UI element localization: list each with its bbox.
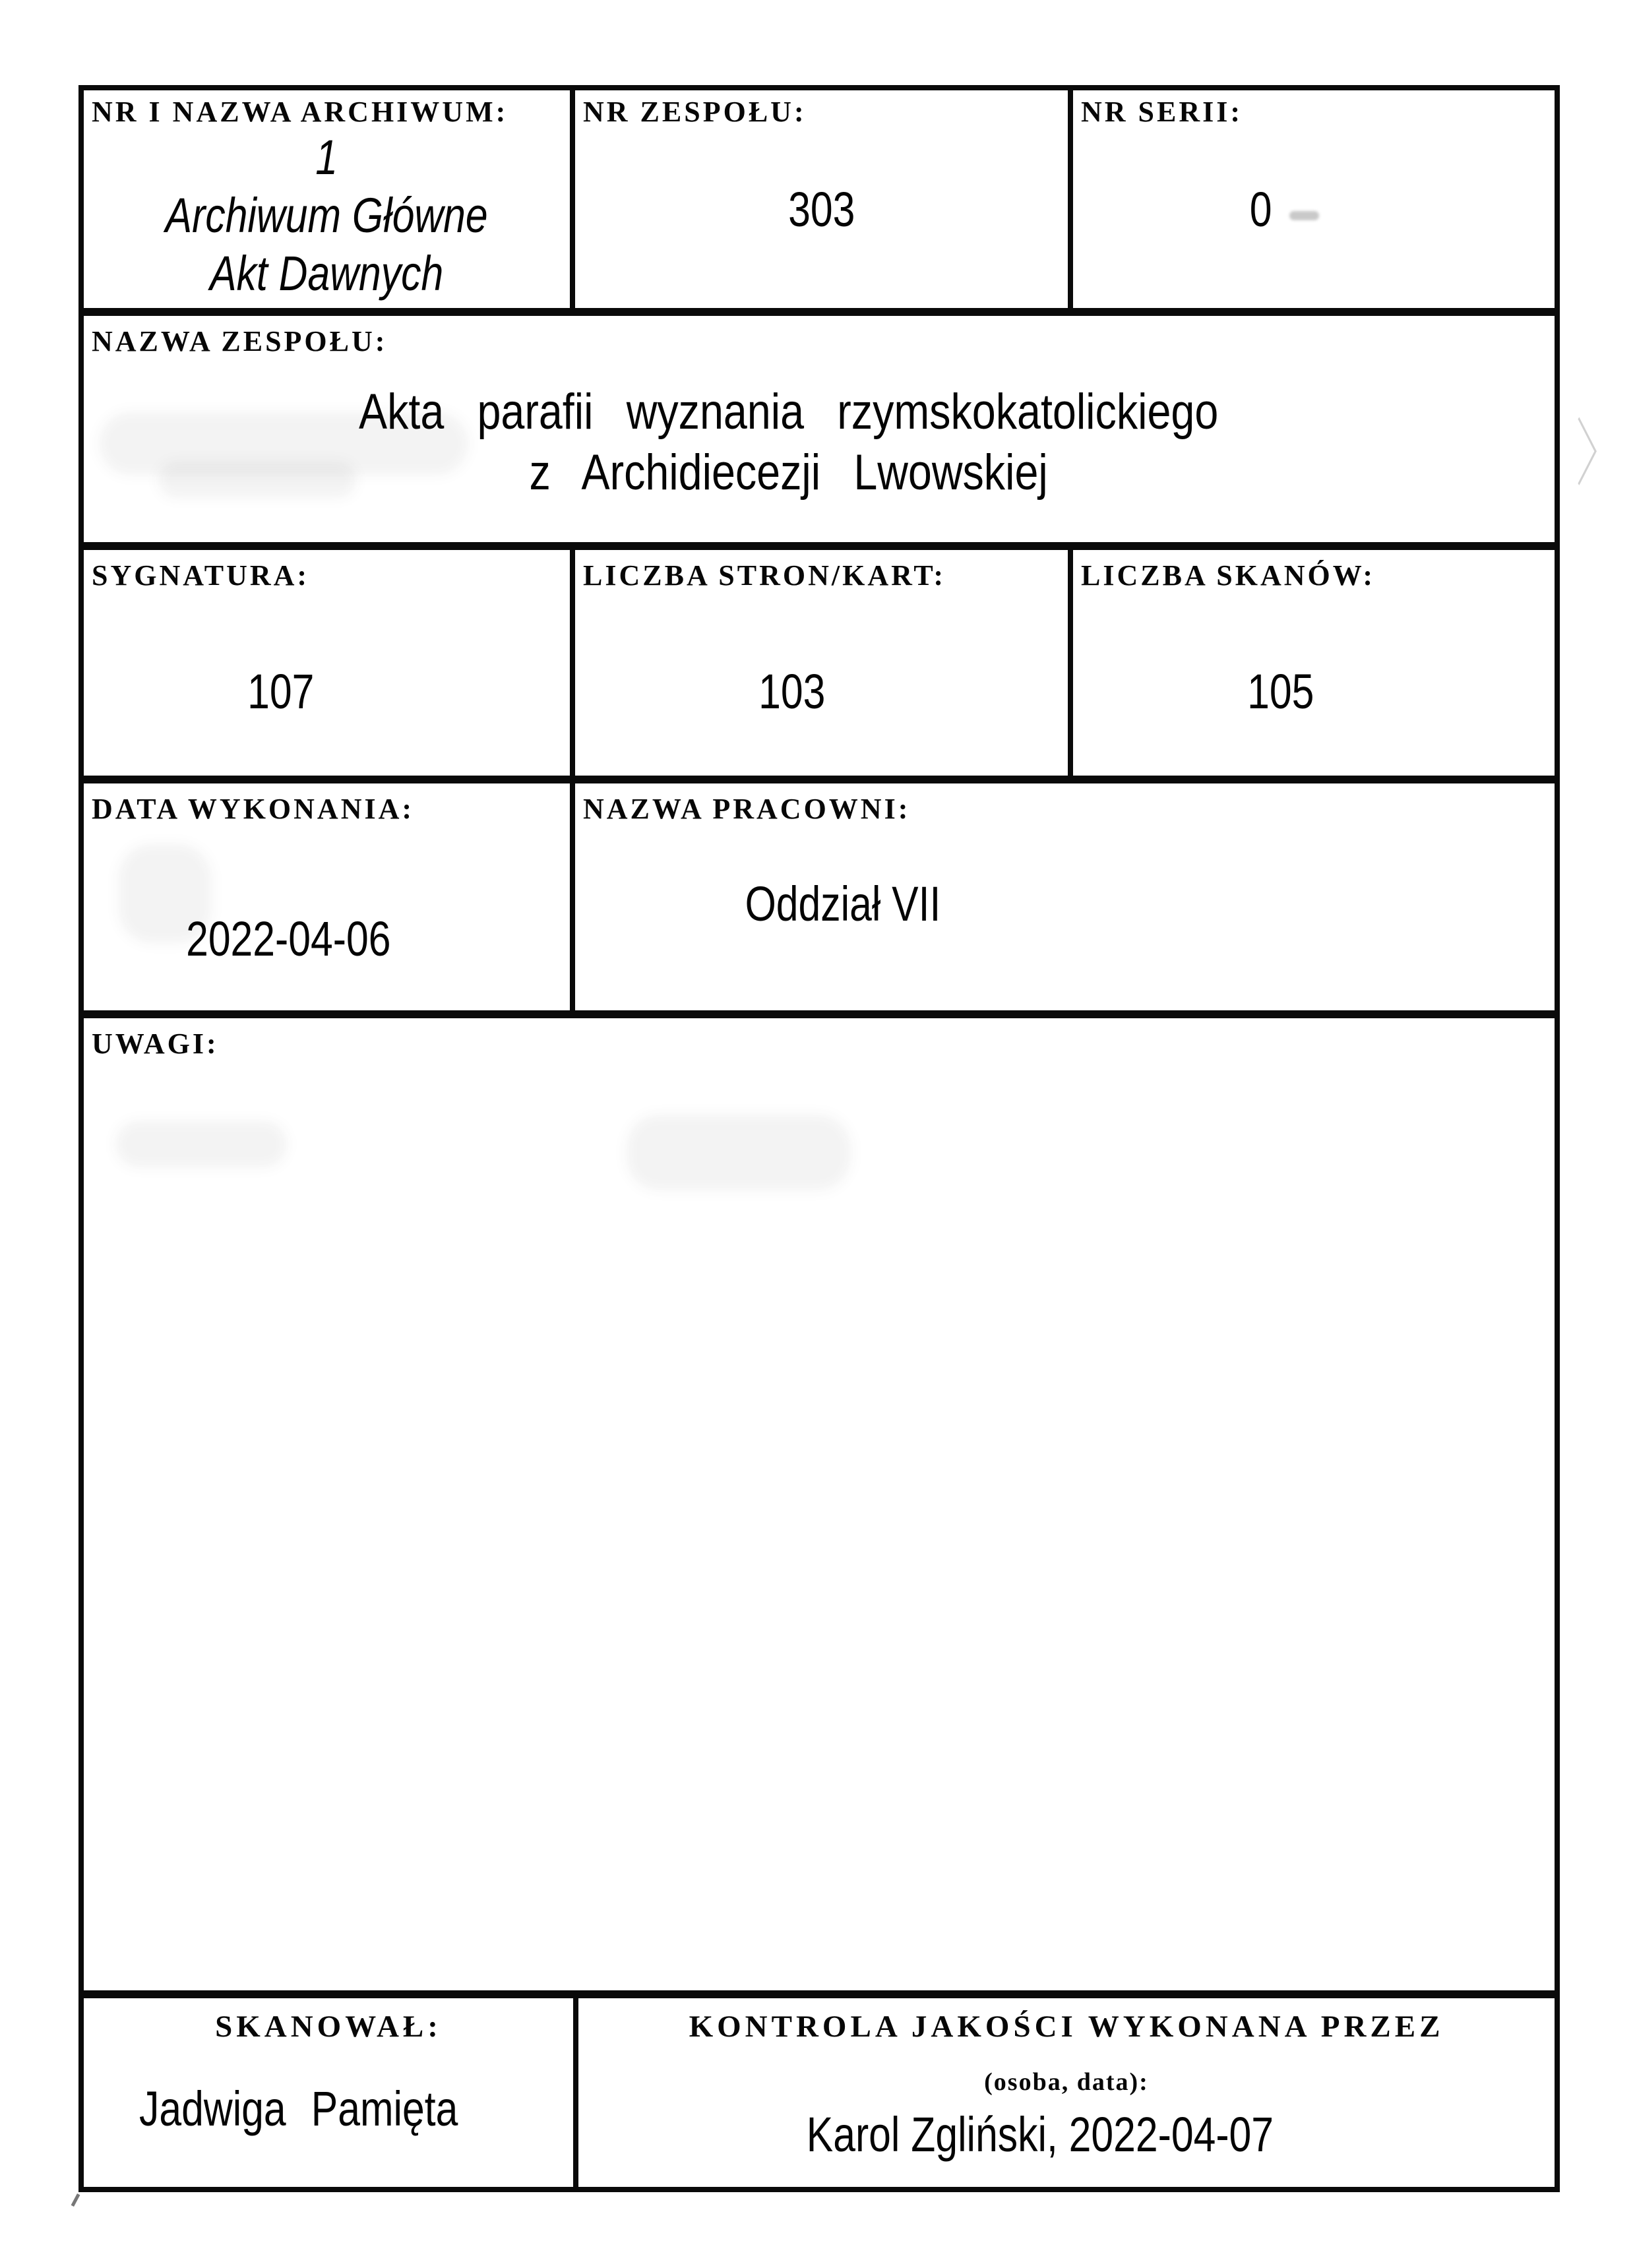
series-number-value: 0	[1250, 182, 1272, 237]
fonds-number-label: NR ZESPOŁU:	[583, 96, 807, 128]
col-divider-r1-a	[570, 90, 575, 312]
fonds-name-label: NAZWA ZESPOŁU:	[92, 325, 388, 357]
cell-scanned-by	[84, 2002, 573, 2187]
scan-dash-series	[1289, 211, 1319, 220]
scans-count-value: 105	[1247, 664, 1314, 719]
quality-control-sublabel: (osoba, data):	[984, 2068, 1149, 2096]
scan-smudge-workroom	[627, 1115, 851, 1190]
workroom-value: Oddział VII	[745, 876, 941, 931]
row-divider-5	[81, 1990, 1557, 1998]
scan-smudge-signature	[119, 844, 211, 943]
archive-label: NR I NAZWA ARCHIWUM:	[92, 96, 509, 128]
archive-value	[84, 129, 570, 303]
remarks-label: UWAGI:	[92, 1027, 219, 1060]
fonds-number-value: 303	[787, 182, 855, 237]
scan-smudge-date	[115, 1121, 287, 1167]
scanned-by-label: SKANOWAŁ:	[215, 2009, 442, 2044]
row-divider-3	[81, 776, 1557, 783]
series-number-label: NR SERII:	[1081, 96, 1243, 128]
col-divider-r3-b	[1068, 542, 1073, 780]
row-divider-2	[81, 542, 1557, 550]
signature-value: 107	[247, 664, 315, 719]
pages-count-label: LICZBA STRON/KART:	[583, 559, 946, 592]
remarks-value	[84, 1220, 1555, 1278]
cell-quality-control	[578, 2002, 1555, 2187]
scans-count-label: LICZBA SKANÓW:	[1081, 559, 1375, 592]
cell-scans-count	[1073, 554, 1555, 776]
cell-workroom	[575, 787, 1555, 1010]
col-divider-r3-a	[570, 542, 575, 780]
fonds-name-line1: Akta parafii wyznania rzymskokatolickiego	[359, 384, 1219, 440]
archive-name-line1: Archiwum Główne	[166, 188, 488, 243]
scan-artifact-corner	[71, 2193, 80, 2207]
pages-count-value: 103	[758, 664, 826, 719]
scanned-by-value: Jadwiga Pamięta	[139, 2081, 458, 2136]
cell-signature	[84, 554, 570, 776]
workroom-label: NAZWA PRACOWNI:	[583, 793, 911, 825]
cell-series-number	[1073, 90, 1555, 312]
quality-control-value: Karol Zgliński, 2022-04-07	[806, 2107, 1274, 2162]
cell-pages-count	[575, 554, 1068, 776]
row-divider-4	[81, 1010, 1557, 1018]
scan-date-value: 2022-04-06	[186, 911, 391, 966]
archive-name-line2: Akt Dawnych	[210, 246, 444, 301]
scan-smudge-fonds-name-2	[158, 462, 356, 498]
scan-artifact-right-margin: 〉	[1576, 412, 1620, 496]
cell-archive	[84, 90, 570, 312]
signature-label: SYGNATURA:	[92, 559, 310, 592]
archive-number: 1	[315, 130, 338, 185]
fonds-name-line2: z Archidiecezji Lwowskiej	[529, 444, 1049, 501]
scan-date-label: DATA WYKONANIA:	[92, 793, 415, 825]
quality-control-label: KONTROLA JAKOŚCI WYKONANA PRZEZ	[689, 2009, 1444, 2044]
cell-fonds-number	[575, 90, 1068, 312]
